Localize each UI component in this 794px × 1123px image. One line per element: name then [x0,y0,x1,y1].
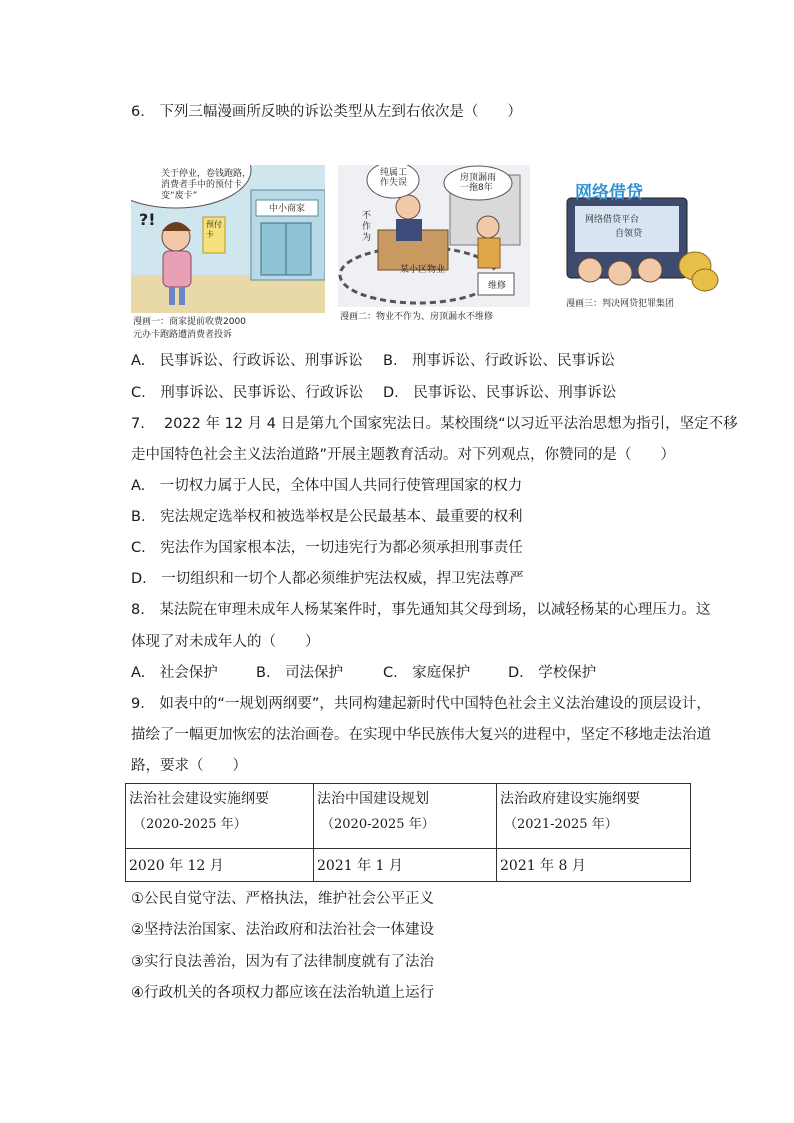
q6-option-d: D. 民事诉讼、民事诉讼、刑事诉讼 [383,385,617,401]
comic-2-bubble-left: 纯属工作失误 [380,168,408,188]
table-cell [314,784,497,849]
q6-stem: 6. 下列三幅漫画所反映的诉讼类型从左到右依次是（ ） [131,104,522,120]
q8-option-b: B. 司法保护 [256,665,344,681]
q7-option-a: A. 一切权力属于人民，全体中国人共同行使管理国家的权力 [131,478,523,494]
q9-item-2: ②坚持法治国家、法治政府和法治社会一体建设 [131,922,434,938]
q7-stem-line2: 走中国特色社会主义法治道路”开展主题教育活动。对下列观点，你赞同的是（ ） [131,447,676,463]
q6-option-a: A. 民事诉讼、行政诉讼、刑事诉讼 [131,353,363,369]
q6-option-c: C. 刑事诉讼、民事诉讼、行政诉讼 [131,385,364,401]
table-cell [126,784,314,849]
comic-2-desk-sign: 某小区物业 [400,265,446,275]
q7-stem-line1: 7. 2022 年 12 月 4 日是第九个国家宪法日。某校围绕“以习近平法治思想为指引，坚定不移 [131,416,738,432]
plan-period: （2021-2025 年） [504,817,618,832]
comic-3-title: 网络借贷 [575,183,643,203]
comic-2-side-text: 不作为 [362,211,372,243]
plan-period: （2020-2025 年） [133,817,247,832]
q8-stem-line2: 体现了对未成年人的（ ） [131,634,320,650]
q8-option-c: C. 家庭保护 [383,665,471,681]
q9-stem-line2: 描绘了一幅更加恢宏的法治画卷。在实现中华民族伟大复兴的进程中，坚定不移地走法治道 [131,727,711,743]
plan-date: 2021 年 8 月 [497,849,691,882]
q9-item-4: ④行政机关的各项权力都应该在法治轨道上运行 [131,985,434,1001]
q7-option-c: C. 宪法作为国家根本法，一切违宪行为都必须承担刑事责任 [131,540,523,556]
q7-option-b: B. 宪法规定选举权和被选举权是公民最基本、最重要的权利 [131,509,523,525]
comic-2-caption: 漫画二：物业不作为、房顶漏水不维修 [340,312,494,322]
svg-text:?!: ?! [139,210,156,229]
q9-law-table [125,783,691,882]
q8-option-a: A. 社会保护 [131,665,218,681]
comic-1-bubble-text: 关于停业，卷钱跑路，消费者手中的预付卡变“废卡” [161,169,252,201]
comic-1-card-label: 预付卡 [206,220,222,239]
q6-option-b: B. 刑事诉讼、行政诉讼、民事诉讼 [383,353,616,369]
plan-name: 法治政府建设实施纲要 [500,791,640,807]
comic-1-image [131,165,325,313]
q8-option-d: D. 学校保护 [508,665,597,681]
q8-stem-line1: 8. 某法院在审理未成年人杨某案件时，事先通知其父母到场，以减轻杨某的心理压力。这 [131,602,711,618]
comic-3-screen-line1: 网络借贷平台 [585,215,640,225]
table-row [126,784,691,849]
plan-name: 法治中国建设规划 [317,791,429,807]
q9-item-1: ①公民自觉守法、严格执法，维护社会公平正义 [131,891,434,907]
comic-3-screen-line2: 自领贷 [615,229,643,239]
comic-3-caption: 漫画三：判决网贷犯罪集团 [566,299,675,309]
comic-3-image [545,178,720,295]
table-cell [497,784,691,849]
plan-name: 法治社会建设实施纲要 [129,791,269,807]
comic-1-caption-line1: 漫画一：商家提前收费2000 [133,317,246,327]
q7-option-d: D. 一切组织和一切个人都必须维护宪法权威，捍卫宪法尊严 [131,571,524,587]
comic-1-shop-sign: 中小商家 [268,204,305,214]
comic-2-image [338,165,530,307]
q9-item-3: ③实行良法善治，因为有了法律制度就有了法治 [131,954,434,970]
plan-period: （2020-2025 年） [321,817,435,832]
q9-stem-line1: 9. 如表中的“一规划两纲要”，共同构建起新时代中国特色社会主义法治建设的顶层设计， [131,696,711,712]
table-row [126,849,691,882]
q9-stem-line3: 路，要求（ ） [131,758,247,774]
comic-2-repair-sign: 维修 [488,281,507,291]
comic-2-bubble-right: 房顶漏雨一拖8年 [460,173,497,193]
comic-1-caption-line2: 元办卡跑路遭消费者投诉 [133,330,233,340]
plan-date: 2021 年 1 月 [314,849,497,882]
plan-date: 2020 年 12 月 [126,849,314,882]
